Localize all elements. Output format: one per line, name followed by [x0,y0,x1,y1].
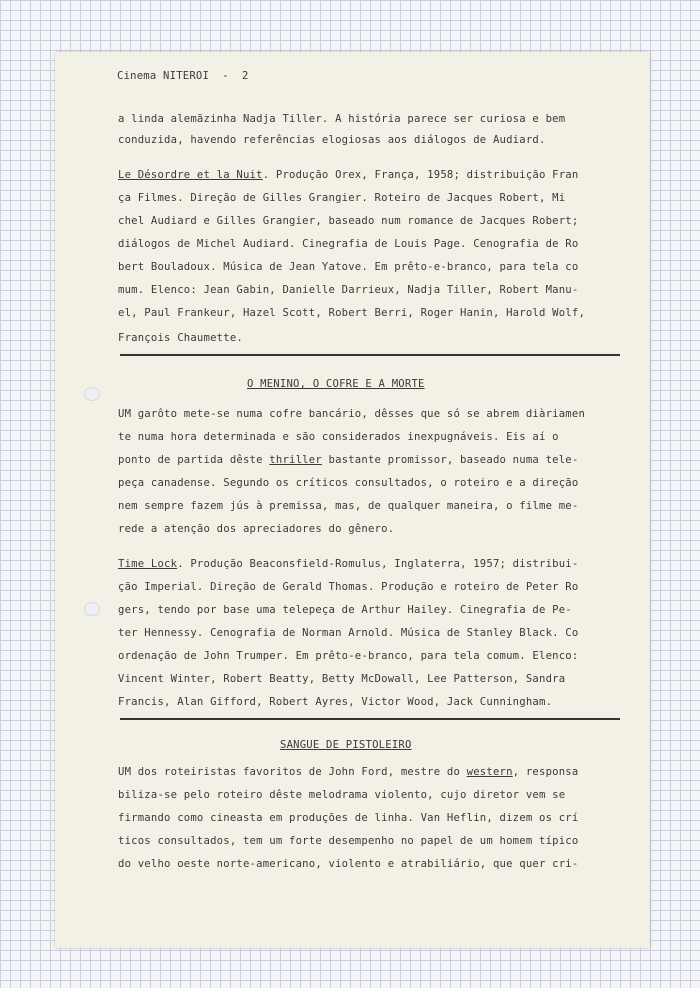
text-line: ção Imperial. Direção de Gerald Thomas. Produção e roteiro de Peter Ro [118,581,579,593]
text-line: ça Filmes. Direção de Gilles Grangier. Roteiro de Jacques Robert, Mi [118,192,566,204]
text-line: Le Désordre et la Nuit. Produção Orex, França, 1958; distribuição Fran [118,169,579,181]
text-line: conduzida, havendo referências elogiosas aos diálogos de Audiard. [118,134,546,146]
text-line: ticos consultados, tem um forte desempenho no papel de um homem típico [118,835,579,847]
text-line: Time Lock. Produção Beaconsfield-Romulus, Inglaterra, 1957; distribui- [118,558,579,570]
text-line: bert Bouladoux. Música de Jean Yatove. Em prêto-e-branco, para tela co [118,261,579,273]
text-line: UM garôto mete-se numa cofre bancário, dêsses que só se abrem diàriamen [118,408,586,420]
film-title: Time Lock [118,558,178,570]
text-line: mum. Elenco: Jean Gabin, Danielle Darrieux, Nadja Tiller, Robert Manu- [118,284,579,296]
divider [120,354,620,356]
text-line: te numa hora determinada e são considerados inexpugnáveis. Eis aí o [118,431,559,443]
text-line: rede a atenção dos apreciadores do gênero. [118,523,395,535]
text-line: chel Audiard e Gilles Grangier, baseado num romance de Jacques Robert; [118,215,579,227]
text-line: nem sempre fazem jús à premissa, mas, de qualquer maneira, o filme me- [118,500,579,512]
text-line: peça canadense. Segundo os críticos consultados, o roteiro e a direção [118,477,579,489]
text-line: el, Paul Frankeur, Hazel Scott, Robert Berri, Roger Hanin, Harold Wolf, [118,307,586,319]
text-line: Francis, Alan Gifford, Robert Ayres, Victor Wood, Jack Cunningham. [118,696,553,708]
text-line: diálogos de Michel Audiard. Cinegrafia de Louis Page. Cenografia de Ro [118,238,579,250]
text-line: ponto de partida dêste thriller bastante promissor, baseado numa tele- [118,454,579,466]
text-line: gers, tendo por base uma telepeça de Arthur Hailey. Cinegrafia de Pe- [118,604,572,616]
section-heading: SANGUE DE PISTOLEIRO [280,739,412,751]
section-heading: O MENINO, O COFRE E A MORTE [247,378,425,390]
text-line: ordenação de John Trumper. Em prêto-e-branco, para tela comum. Elenco: [118,650,579,662]
text-line: a linda alemãzinha Nadja Tiller. A história parece ser curiosa e bem [118,113,566,125]
text-line: firmando como cineasta em produções de linha. Van Heflin, dizem os crí [118,812,579,824]
film-title: Le Désordre et la Nuit [118,169,263,181]
divider [120,718,620,720]
punch-hole [84,602,100,616]
text-line: UM dos roteiristas favoritos de John Ford, mestre do western, responsa [118,766,579,778]
text-line: Vincent Winter, Robert Beatty, Betty McDowall, Lee Patterson, Sandra [118,673,566,685]
page-header: Cinema NITEROI - 2 [117,70,249,82]
text-line: do velho oeste norte-americano, violento e atrabiliário, que quer cri- [118,858,579,870]
text-line: biliza-se pelo roteiro dêste melodrama violento, cujo diretor vem se [118,789,566,801]
punch-hole [84,387,100,401]
text-line: ter Hennessy. Cenografia de Norman Arnold. Música de Stanley Black. Co [118,627,579,639]
text-line: François Chaumette. [118,332,243,344]
